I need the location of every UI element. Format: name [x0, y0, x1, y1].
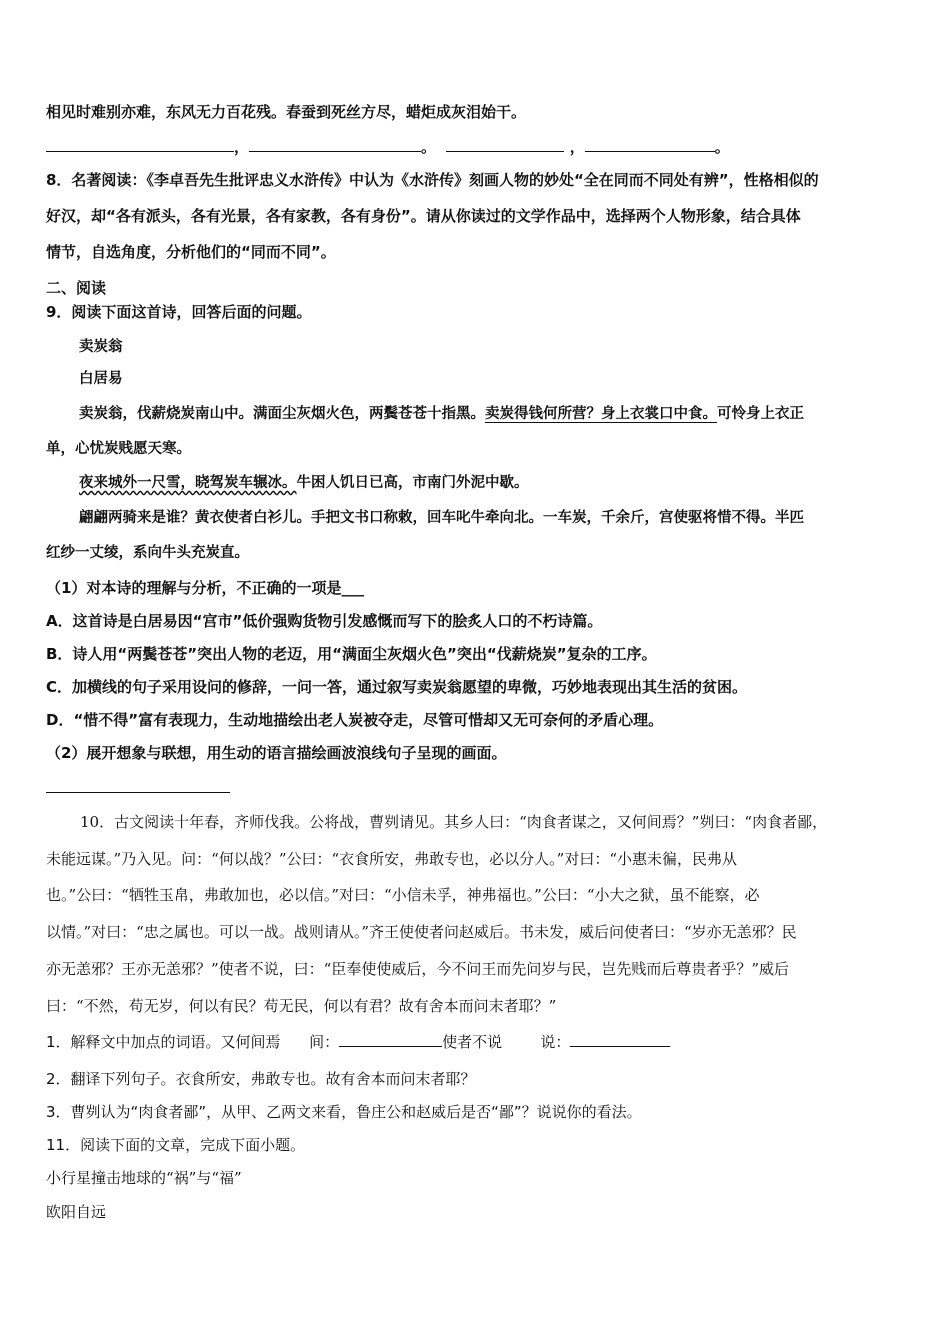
poem-line: 相见时难别亦难，东风无力百花残。春蚕到死丝方尽，蜡炬成灰泪始干。 [46, 103, 527, 121]
section-heading: 二、阅读 [46, 279, 107, 297]
question-11-prompt: 11．阅读下面的文章，完成下面小题。 [46, 1136, 306, 1154]
question-10-line: 亦无恙邪？王亦无恙邪？”使者不说，曰：“臣奉使使威后，今不问王而先问岁与民，岂先贱而后尊贵者乎？”威后 [46, 960, 790, 978]
poem-stanza-line: 翩翩两骑来是谁？黄衣使者白衫儿。手把文书口称敕，回车叱牛牵向北。一车炭，千余斤，宫使驱将惜不得。半匹 [79, 509, 804, 526]
fill-blank-row [46, 136, 730, 158]
poem-stanza-line: 单，心忧炭贱愿天寒。 [46, 440, 191, 457]
option-d: D．“惜不得”富有表现力，生动地描绘出老人炭被夺走，尽管可惜却又无可奈何的矛盾心理。 [46, 711, 664, 729]
sub-question-3: 3．曹刿认为“肉食者鄙”，从甲、乙两文来看，鲁庄公和赵威后是否“鄙”？说说你的看法。 [46, 1103, 642, 1121]
answer-blank[interactable] [339, 1032, 442, 1047]
option-b: B．诗人用“两鬓苍苍”突出人物的老迈，用“满面尘灰烟火色”突出“伐薪烧炭”复杂的工序。 [46, 645, 657, 663]
poem-text: 可怜身上衣正 [717, 405, 804, 422]
period: 。 [421, 138, 437, 156]
answer-blank[interactable] [570, 1032, 670, 1047]
term-label: 间： [309, 1033, 340, 1051]
poem-stanza-line [79, 472, 529, 494]
question-8-line: 好汉，却“各有派头，各有光景，各有家教，各有身份”。请从你读过的文学作品中，选择两个人物形象，结合具体 [46, 207, 801, 225]
sub-question-text: 使者不说 [442, 1033, 503, 1051]
question-10-line: 也。”公曰：“牺牲玉帛，弗敢加也，必以信。”对曰：“小信未孚，神弗福也。”公曰：“小大之狱，虽不能察，必 [46, 886, 760, 904]
question-10-line: 10．古文阅读十年春，齐师伐我。公将战，曹刿请见。其乡人曰：“肉食者谋之，又何间焉？”刿曰：“肉食者鄙， [80, 813, 828, 831]
question-9-prompt: 9．阅读下面这首诗，回答后面的问题。 [46, 303, 312, 321]
poem-text: 卖炭翁，伐薪烧炭南山中。满面尘灰烟火色，两鬓苍苍十指黑。 [79, 405, 485, 422]
question-8-line: 8．名著阅读：《李卓吾先生批评忠义水浒传》中认为《水浒传》刻画人物的妙处“全在同而不同处有辨”，性格相似的 [46, 171, 819, 189]
underlined-sentence: 卖炭得钱何所营？身上衣裳口中食。 [485, 405, 717, 422]
poem-author: 白居易 [79, 370, 123, 387]
wavy-underlined-sentence: 夜来城外一尺雪，晓驾炭车辗冰。 [79, 474, 297, 491]
question-10-line: 未能远谋。”乃入见。问：“何以战？”公曰：“衣食所安，弗敢专也，必以分人。”对曰：“小惠未徧，民弗从 [46, 850, 738, 868]
period: 。 [714, 138, 730, 156]
answer-blank[interactable] [446, 137, 564, 152]
comma: ， [569, 138, 585, 156]
sub-question: （2）展开想象与联想，用生动的语言描绘画波浪线句子呈现的画面。 [46, 744, 507, 762]
poem-stanza-line: 红纱一丈绫，系向牛头充炭直。 [46, 544, 249, 561]
sub-question-1 [46, 1031, 670, 1053]
term-label: 说： [540, 1033, 571, 1051]
comma: ， [234, 138, 250, 156]
article-title: 小行星撞击地球的“祸”与“福” [46, 1169, 242, 1187]
sub-question: （1）对本诗的理解与分析，不正确的一项是___ [46, 579, 364, 597]
answer-line[interactable] [46, 792, 230, 793]
article-author: 欧阳自远 [46, 1203, 107, 1221]
option-a: A．这首诗是白居易因“宫市”低价强购货物引发感慨而写下的脍炙人口的不朽诗篇。 [46, 612, 603, 630]
sub-question-text: 1．解释文中加点的词语。又何间焉 [46, 1033, 281, 1051]
option-c: C．加横线的句子采用设问的修辞，一问一答，通过叙写卖炭翁愿望的卑微，巧妙地表现出其生活的贫困。 [46, 678, 748, 696]
poem-stanza-line [79, 403, 804, 425]
answer-blank[interactable] [249, 137, 421, 152]
question-8-line: 情节，自选角度，分析他们的“同而不同”。 [46, 243, 336, 261]
answer-blank[interactable] [46, 137, 234, 152]
poem-text: 牛困人饥日已高，市南门外泥中歇。 [296, 474, 529, 491]
answer-blank[interactable] [585, 137, 715, 152]
question-10-line: 以情。”对曰：“忠之属也。可以一战。战则请从。”齐王使使者问赵威后。书未发，威后问使者曰：“岁亦无恙邪？民 [46, 923, 797, 941]
question-10-line: 曰：“不然，苟无岁，何以有民？苟无民，何以有君？故有舍本而问末者耶？” [46, 997, 557, 1015]
poem-title: 卖炭翁 [79, 338, 123, 355]
sub-question-2: 2．翻译下列句子。衣食所安，弗敢专也。故有舍本而问末者耶？ [46, 1070, 476, 1088]
